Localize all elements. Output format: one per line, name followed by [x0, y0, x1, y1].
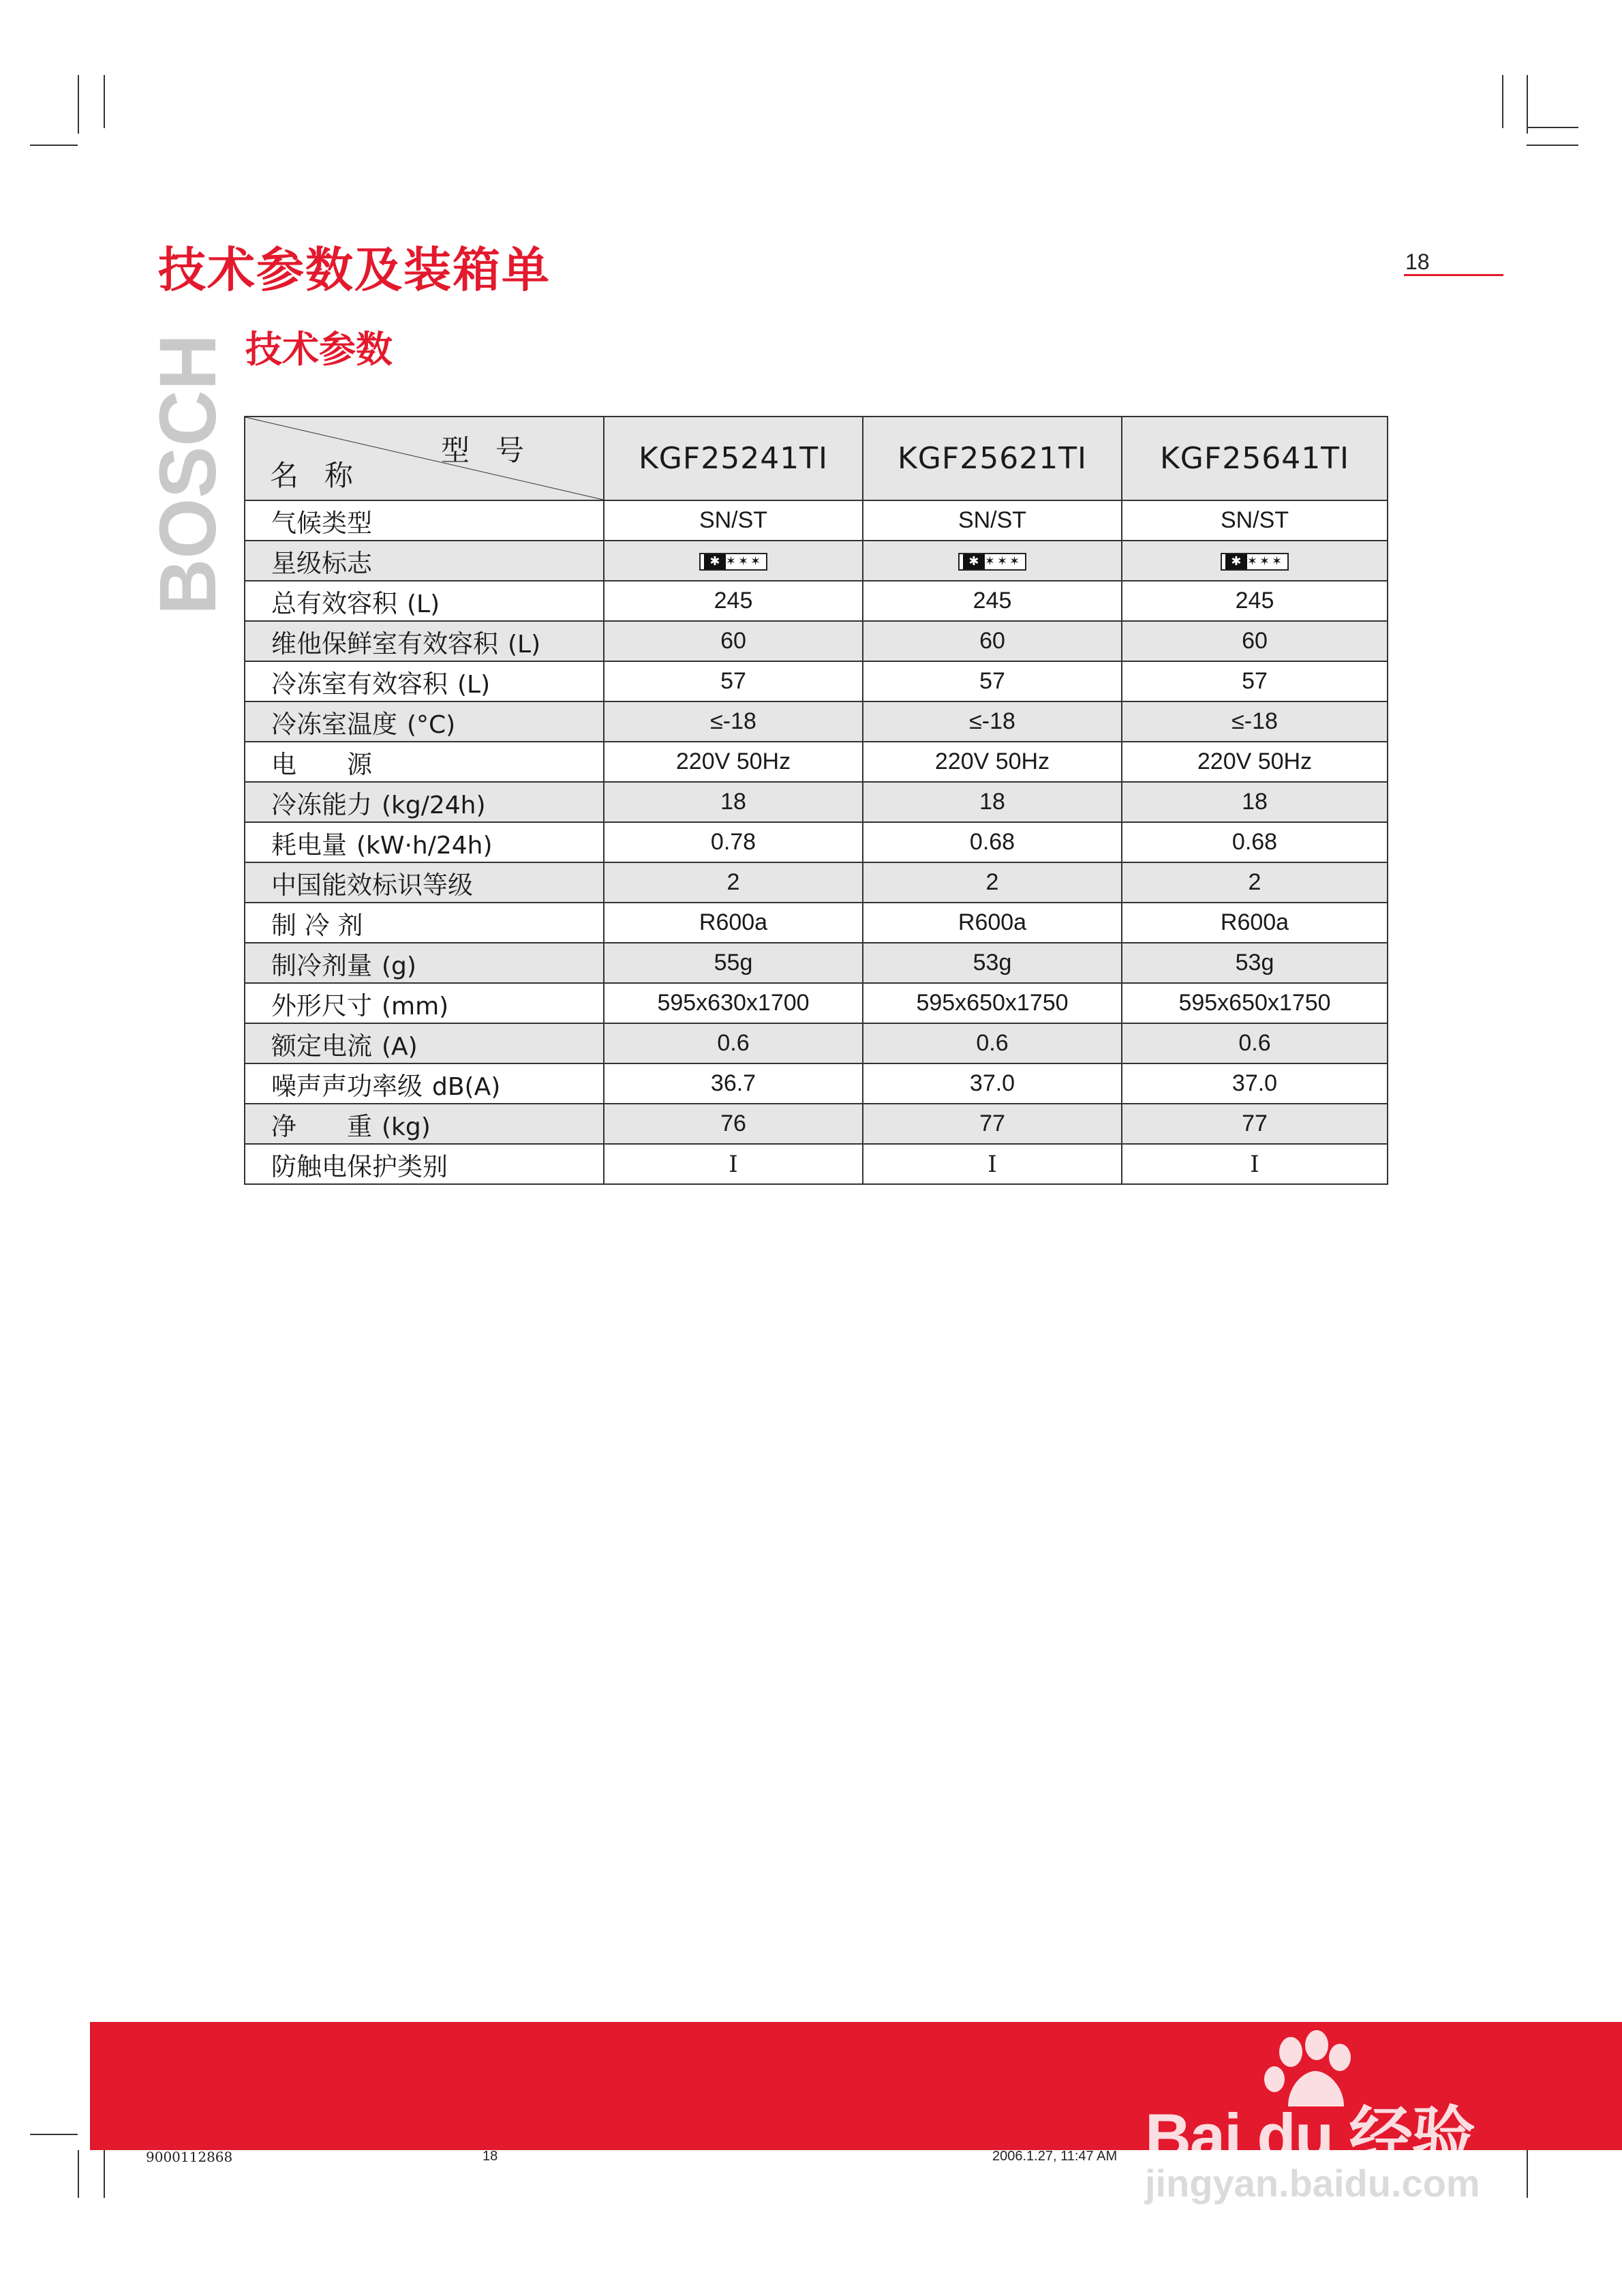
- row-label-cell: [245, 782, 604, 822]
- row-label: 耗电量: [271, 830, 347, 860]
- value-cell: 57: [1122, 661, 1388, 701]
- small-stars: ✶✶✶: [725, 554, 763, 569]
- value-cell: 595x630x1700: [604, 983, 863, 1023]
- crop-mark: [1527, 127, 1578, 128]
- row-unit: (A): [382, 1032, 418, 1061]
- section-title: 技术参数: [245, 328, 393, 371]
- row-unit: (g): [382, 952, 416, 980]
- footer-code: 9000112868: [146, 2149, 233, 2165]
- crop-mark: [1527, 2150, 1528, 2198]
- value-cell: R600a: [1122, 903, 1388, 943]
- row-label-cell: [245, 822, 604, 862]
- value-cell: 2: [604, 862, 863, 903]
- value-cell: ≤-18: [1122, 701, 1388, 742]
- table-row: [245, 661, 1388, 701]
- row-label-cell: [245, 701, 604, 742]
- value-cell: 0.6: [604, 1023, 863, 1063]
- value-cell: 60: [604, 621, 863, 661]
- model-header: KGF25641TI: [1122, 417, 1388, 500]
- row-label: 电 源: [271, 749, 372, 779]
- value-cell: 36.7: [604, 1063, 863, 1104]
- row-label-cell: [245, 541, 604, 581]
- table-row: [245, 943, 1388, 983]
- crop-mark: [78, 2150, 79, 2198]
- value-cell: 18: [863, 782, 1122, 822]
- bosch-brand-text: BOSCH: [143, 324, 233, 615]
- row-unit: (kg): [382, 1113, 431, 1141]
- value-cell: 57: [604, 661, 863, 701]
- value-cell: I: [1122, 1144, 1388, 1184]
- table-row: [245, 701, 1388, 742]
- row-label: 噪声声功率级: [271, 1071, 423, 1101]
- row-label: 制 冷 剂: [271, 910, 363, 940]
- row-unit: (L): [508, 630, 541, 659]
- row-label: 总有效容积: [271, 588, 397, 618]
- row-label-cell: [245, 1023, 604, 1063]
- table-row: [245, 581, 1388, 621]
- value-cell: 245: [1122, 581, 1388, 621]
- bosch-brand-logo: [143, 324, 233, 619]
- value-cell: SN/ST: [604, 500, 863, 541]
- crop-mark: [1527, 145, 1578, 146]
- small-stars: ✶✶✶: [1246, 554, 1285, 569]
- crop-mark: [78, 75, 79, 134]
- row-label-cell: [245, 943, 604, 983]
- table-row: [245, 621, 1388, 661]
- table-row: [245, 903, 1388, 943]
- value-cell: SN/ST: [1122, 500, 1388, 541]
- value-cell: ≤-18: [604, 701, 863, 742]
- baidu-watermark: [1131, 2031, 1513, 2172]
- table-row: [245, 1023, 1388, 1063]
- value-cell: I: [863, 1144, 1122, 1184]
- value-cell: [604, 541, 863, 581]
- baidu-word: Bai du 经验: [1145, 2100, 1475, 2172]
- row-label-cell: [245, 581, 604, 621]
- row-label-cell: [245, 621, 604, 661]
- row-unit: (L): [457, 670, 491, 699]
- value-cell: 2: [863, 862, 1122, 903]
- row-unit: (kg/24h): [382, 791, 486, 819]
- page-number: 18: [1405, 250, 1430, 274]
- value-cell: [863, 541, 1122, 581]
- value-cell: 595x650x1750: [1122, 983, 1388, 1023]
- value-cell: 0.6: [863, 1023, 1122, 1063]
- table-row: [245, 1144, 1388, 1184]
- header-name-label: 名称: [270, 459, 380, 492]
- table-row: [245, 822, 1388, 862]
- row-label: 外形尺寸: [271, 991, 372, 1021]
- page-title: 技术参数及装箱单: [158, 242, 551, 298]
- row-unit: (mm): [382, 992, 449, 1021]
- spec-table: [244, 416, 1388, 1185]
- baidu-url: jingyan.baidu.com: [1145, 2162, 1480, 2205]
- star-rating-badge: [958, 553, 1026, 571]
- table-row: [245, 500, 1388, 541]
- row-label: 防触电保护类别: [271, 1151, 448, 1181]
- value-cell: I: [604, 1144, 863, 1184]
- crop-mark: [1502, 75, 1503, 128]
- value-cell: 18: [1122, 782, 1388, 822]
- value-cell: 76: [604, 1104, 863, 1144]
- value-cell: R600a: [604, 903, 863, 943]
- value-cell: 37.0: [863, 1063, 1122, 1104]
- star-rating-badge: [1221, 553, 1289, 571]
- row-label: 维他保鲜室有效容积: [271, 629, 498, 659]
- row-label-cell: [245, 983, 604, 1023]
- value-cell: 220V 50Hz: [863, 742, 1122, 782]
- value-cell: 53g: [1122, 943, 1388, 983]
- table-row: [245, 862, 1388, 903]
- row-label: 星级标志: [271, 548, 372, 578]
- crop-mark: [30, 2134, 78, 2135]
- value-cell: 53g: [863, 943, 1122, 983]
- big-star: ✱: [963, 554, 985, 569]
- row-label-cell: [245, 500, 604, 541]
- page-number-rule: [1404, 274, 1503, 276]
- row-label-cell: [245, 742, 604, 782]
- value-cell: 57: [863, 661, 1122, 701]
- spec-table-body: [245, 417, 1388, 1184]
- row-label-cell: [245, 903, 604, 943]
- value-cell: 595x650x1750: [863, 983, 1122, 1023]
- crop-mark: [1527, 75, 1528, 134]
- value-cell: SN/ST: [863, 500, 1122, 541]
- row-unit: dB(A): [432, 1072, 501, 1101]
- value-cell: 60: [1122, 621, 1388, 661]
- row-label: 冷冻室温度: [271, 709, 397, 739]
- value-cell: 220V 50Hz: [1122, 742, 1388, 782]
- value-cell: 245: [604, 581, 863, 621]
- row-label: 冷冻室有效容积: [271, 669, 448, 699]
- value-cell: R600a: [863, 903, 1122, 943]
- small-stars: ✶✶✶: [984, 554, 1022, 569]
- value-cell: 18: [604, 782, 863, 822]
- crop-mark: [104, 75, 105, 128]
- model-header: KGF25621TI: [863, 417, 1122, 500]
- header-type-label: 型号: [440, 434, 550, 467]
- table-row: [245, 742, 1388, 782]
- value-cell: 0.68: [863, 822, 1122, 862]
- value-cell: 77: [863, 1104, 1122, 1144]
- table-row: [245, 541, 1388, 581]
- row-label-cell: [245, 1063, 604, 1104]
- row-label: 冷冻能力: [271, 789, 372, 819]
- row-label: 制冷剂量: [271, 950, 372, 980]
- table-row: [245, 1063, 1388, 1104]
- row-unit: (kW·h/24h): [356, 831, 493, 860]
- star-rating-badge: [699, 553, 767, 571]
- row-label-cell: [245, 862, 604, 903]
- table-row: [245, 983, 1388, 1023]
- row-label-cell: [245, 661, 604, 701]
- header-corner-cell: [245, 417, 604, 500]
- value-cell: 220V 50Hz: [604, 742, 863, 782]
- row-label: 中国能效标识等级: [271, 870, 473, 900]
- row-label: 额定电流: [271, 1031, 372, 1061]
- big-star: ✱: [1225, 554, 1247, 569]
- row-label-cell: [245, 1144, 604, 1184]
- row-label-cell: [245, 1104, 604, 1144]
- crop-mark: [104, 2150, 105, 2198]
- value-cell: 55g: [604, 943, 863, 983]
- model-header: KGF25241TI: [604, 417, 863, 500]
- row-unit: (L): [407, 590, 440, 618]
- value-cell: 60: [863, 621, 1122, 661]
- crop-mark: [30, 145, 78, 146]
- footer-datetime: 2006.1.27, 11:47 AM: [992, 2149, 1118, 2164]
- table-header-row: [245, 417, 1388, 500]
- row-label: 气候类型: [271, 508, 372, 538]
- big-star: ✱: [704, 554, 726, 569]
- table-row: [245, 1104, 1388, 1144]
- row-unit: (°C): [407, 710, 456, 739]
- footer-page: 18: [483, 2149, 498, 2164]
- value-cell: [1122, 541, 1388, 581]
- value-cell: 2: [1122, 862, 1388, 903]
- value-cell: 77: [1122, 1104, 1388, 1144]
- value-cell: 0.78: [604, 822, 863, 862]
- value-cell: ≤-18: [863, 701, 1122, 742]
- value-cell: 0.68: [1122, 822, 1388, 862]
- value-cell: 0.6: [1122, 1023, 1388, 1063]
- row-label: 净 重: [271, 1111, 372, 1141]
- table-row: [245, 782, 1388, 822]
- value-cell: 37.0: [1122, 1063, 1388, 1104]
- value-cell: 245: [863, 581, 1122, 621]
